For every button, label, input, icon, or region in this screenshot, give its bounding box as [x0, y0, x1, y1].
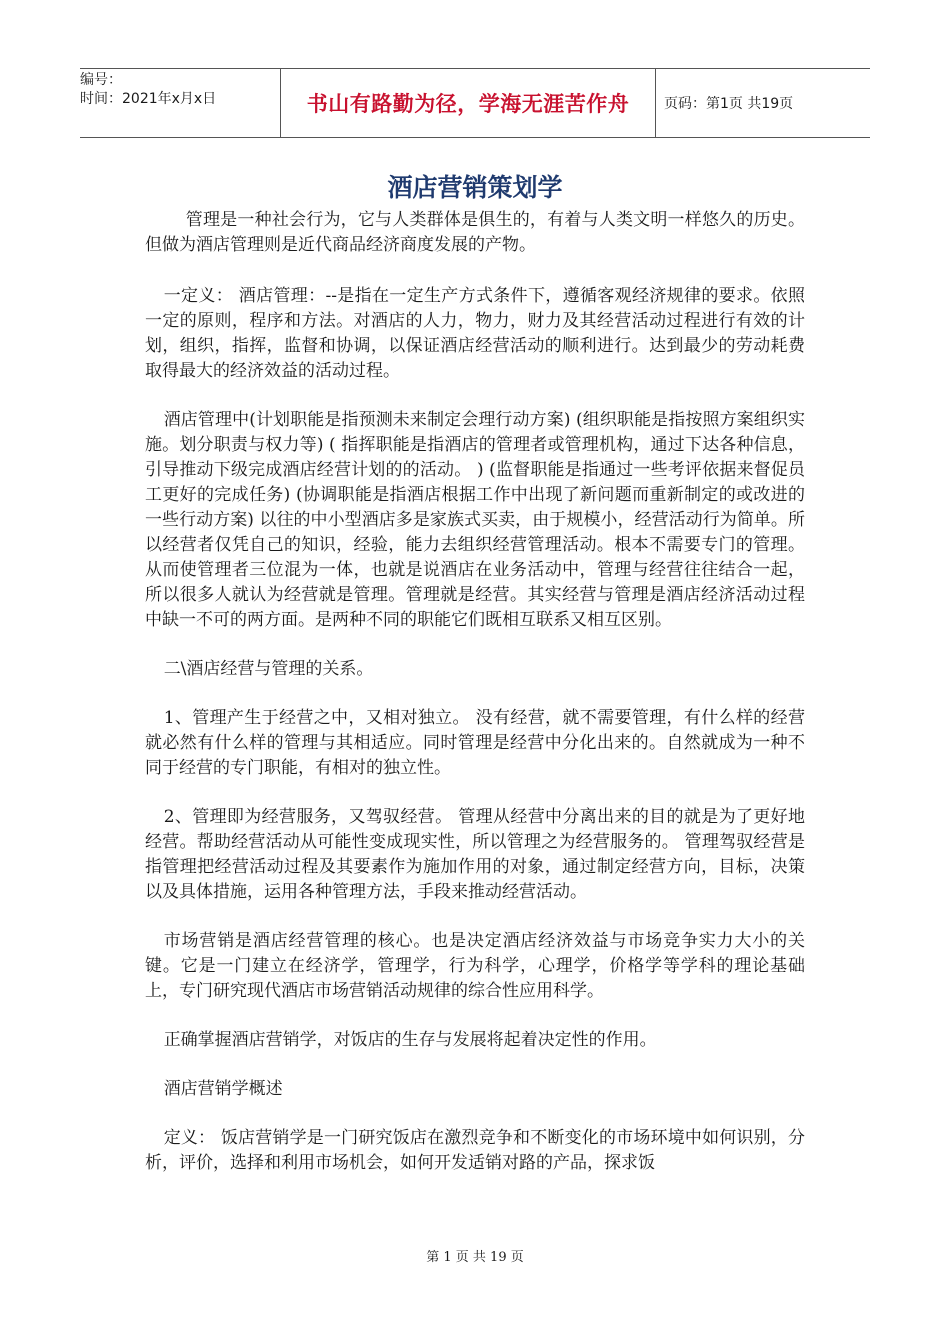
- section-heading: 酒店营销学概述: [163, 1079, 283, 1099]
- paragraph: 正确掌握酒店营销学，对饭店的生存与发展将起着决定性的作用。: [163, 1030, 657, 1050]
- page-header: [80, 68, 870, 138]
- document-body: [145, 208, 805, 1200]
- page-footer: 第 1 页 共 19 页: [426, 1250, 524, 1265]
- header-page-info: 页码：第1页 共19页: [664, 96, 794, 112]
- paragraph: 2、管理即为经营服务，又驾驭经营。 管理从经营中分离出来的目的就是为了更好地经营。帮助经营活动从可能性变成现实性，所以管理之为经营服务的。 管理驾驭经营是指管理把经营活动过程及其要素作为施加作用的对象，通过制定经营方向，目标，决策以及具体措施，运用各种管理方法，手段来推动经营活动。: [145, 807, 805, 902]
- paragraph: 定义： 饭店营销学是一门研究饭店在激烈竞争和不断变化的市场环境中如何识别，分析，评价，选择和利用市场机会，如何开发适销对路的产品，探求饭: [145, 1128, 805, 1173]
- header-right: [656, 69, 870, 137]
- paragraph: 1、管理产生于经营之中，又相对独立。 没有经营，就不需要管理，有什么样的经营就必然有什么样的管理与其相适应。同时管理是经营中分化出来的。自然就成为一种不同于经营的专门职能，有相对的独立性。: [145, 708, 805, 778]
- paragraph: 酒店管理中(计划职能是指预测未来制定会理行动方案) (组织职能是指按照方案组织实施。划分职责与权力等) ( 指挥职能是指酒店的管理者或管理机构，通过下达各种信息，引导推动下级完成酒店经营计划的的活动。 ) (监督职能是指通过一些考评依据来督促员工更好的完成任务) (协调职能是指酒店根据工作中出现了新问题而重新制定的或改进的一些行动方案) 以往的中小型酒店多是家族式买卖，由于规模小，经营活动行为简单。所以经营者仅凭自己的知识，经验，能力去组织经营管理活动。根本不需要专门的管理。从而使管理者三位混为一体，也就是说酒店在业务活动中，管理与经营往往结合一起，所以很多人就认为经营就是管理。管理就是经营。其实经营与管理是酒店经济活动过程中缺一不可的两方面。是两种不同的职能它们既相互联系又相互区别。: [145, 410, 805, 630]
- header-middle: [280, 69, 656, 137]
- header-left: [80, 69, 280, 137]
- paragraph: 管理是一种社会行为，它与人类群体是俱生的，有着与人类文明一样悠久的历史。但做为酒店管理则是近代商品经济商度发展的产物。: [145, 210, 805, 255]
- paragraph: 二\酒店经营与管理的关系。: [163, 659, 374, 679]
- paragraph: 一定义： 酒店管理：--是指在一定生产方式条件下，遵循客观经济规律的要求。依照一定的原则，程序和方法。对酒店的人力，物力，财力及其经营活动过程进行有效的计划，组织，指挥，监督和协调，以保证酒店经营活动的顺利进行。达到最少的劳动耗费取得最大的经济效益的活动过程。: [145, 286, 805, 381]
- header-motto: 书山有路勤为径，学海无涯苦作舟: [306, 92, 630, 116]
- paragraph: 市场营销是酒店经营管理的核心。也是决定酒店经济效益与市场竞争实力大小的关键。它是一门建立在经济学，管理学，行为科学，心理学，价格学等学科的理论基础上，专门研究现代酒店市场营销活动规律的综合性应用科学。: [145, 931, 805, 1001]
- document-title: 酒店营销策划学: [387, 173, 563, 202]
- date-label: 时间：2021年x月x日: [80, 91, 217, 107]
- serial-label: 编号：: [80, 72, 122, 88]
